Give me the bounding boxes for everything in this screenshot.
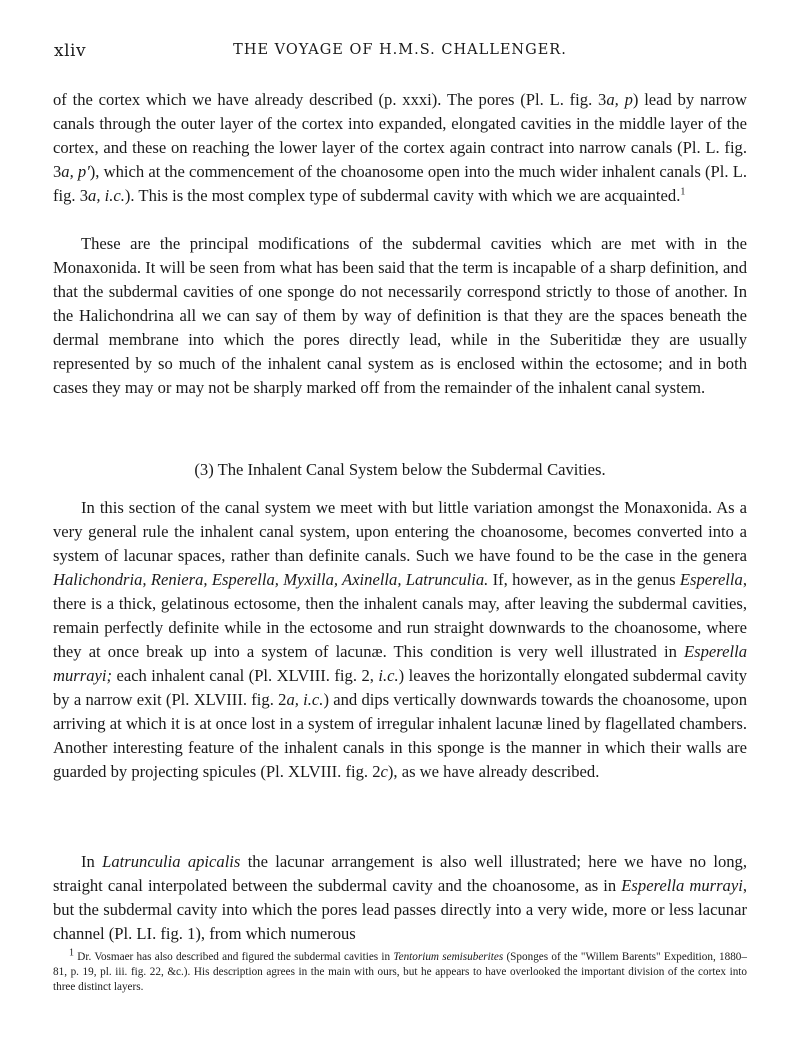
paragraph-text: These are the principal modifications of the subdermal cavities which are met with in the Monaxonida. It will be seen from what has been said that the term is incapable of a sharp definition, and that the subdermal cavities of one sponge do not necessarily correspond strictly to those of another. In the Halichondrina all we can say of them by way of definition is that they are the spaces beneath the dermal membrane into which the pores directly lead, while in the Suberitidæ they are usually represented by so much of the inhalent canal system as is enclosed within the ectosome; and in both cases they may or may not be sharply marked off from the remainder of the inhalent canal system.	[53, 234, 747, 397]
text-run: ) leaves the horizontally elongated subdermal cavity by a narrow exit (Pl. XLVIII. fig. 2	[53, 666, 747, 709]
section-heading: (3) The Inhalent Canal System below the Subdermal Cavities.	[194, 460, 606, 479]
page-number: xliv	[54, 41, 87, 61]
paragraph-subdermal-modifications	[53, 232, 747, 400]
text-run: the lacunar arrangement is also well illustrated; here we have no long, straight canal interpolated between the subdermal cavity and the choanosome, as in	[53, 852, 747, 895]
figure-ref: i.c.	[378, 666, 399, 685]
text-run: In	[81, 852, 103, 871]
footnote	[53, 947, 747, 995]
species-name: Latrunculia apicalis	[102, 852, 241, 871]
text-run: ), as we have already described.	[387, 762, 600, 781]
paragraph-cortex-pores	[53, 88, 747, 208]
text-run: Dr. Vosmaer has also described and figured the subdermal cavities in	[74, 951, 394, 963]
text-run: , there is a thick, gelatinous ectosome, then the inhalent canals may, after leaving the subdermal cavities, remain perfectly definite while in the ectosome and run straight downwards to the choanosome, where they at once break up into a system of lacunæ. This condition is very well illustrated in	[53, 570, 747, 661]
text-run: of the cortex which we have already described (p. xxxi). The pores (Pl. L. fig. 3	[53, 90, 607, 109]
figure-ref: a, i.c.	[286, 690, 324, 709]
footnote-mark: 1	[69, 947, 74, 959]
text-run: In this section of the canal system we meet with but little variation amongst the Monaxonida. As a very general rule the inhalent canal system, upon entering the choanosome, becomes converted into a system of lacunar spaces, rather than definite canals. Such we have found to be the case in the genera	[53, 498, 747, 565]
text-run: , but the subdermal cavity into which the pores lead passes directly into a very wide, more or less lacunar channel (Pl. LI. fig. 1), from which numerous	[53, 876, 747, 943]
paragraph-inhalent-canals	[53, 496, 747, 784]
text-run: ), which at the commencement of the choanosome open into the much wider inhalent canals (Pl. L. fig. 3	[53, 162, 747, 205]
running-title: THE VOYAGE OF H.M.S. CHALLENGER.	[233, 42, 567, 58]
species-name: Esperella murrayi;	[53, 642, 747, 685]
species-name: Esperella murrayi	[621, 876, 743, 895]
text-run: ) lead by narrow canals through the outer layer of the cortex into expanded, elongated cavities in the middle layer of the cortex, and these on reaching the lower layer of the cortex again contract into narrow canals (Pl. L. fig. 3	[53, 90, 748, 181]
text-run: If, however, as in the genus	[488, 570, 680, 589]
figure-ref: a, p	[606, 90, 633, 109]
genus-name: Esperella	[679, 570, 743, 589]
footnote-reference: 1	[680, 186, 686, 198]
genus-names: Halichondria, Reniera, Esperella, Myxilla, Axinella, Latrunculia.	[53, 570, 489, 589]
figure-ref: c	[380, 762, 388, 781]
figure-ref: a, p'	[61, 162, 90, 181]
text-run: ). This is the most complex type of subdermal cavity with which we are acquainted.	[124, 186, 681, 205]
species-name: Tentorium semisuberites	[393, 951, 504, 963]
text-run: (Sponges of the "Willem Barents" Expedition, 1880–81, p. 19, pl. iii. fig. 22, &c.). His description agrees in the main with ours, but he appears to have overlooked the important division of the cortex into three distinct layers.	[53, 951, 747, 993]
figure-ref: a, i.c.	[88, 186, 125, 205]
paragraph-latrunculia	[53, 850, 747, 946]
text-run: ) and dips vertically downwards towards the choanosome, upon arriving at which it is at once lost in a system of irregular inhalent lacunæ lined by flagellated chambers. Another interesting feature of the inhalent canals in this sponge is the manner in which their walls are guarded by projecting spicules (Pl. XLVIII. fig. 2	[53, 690, 747, 781]
text-run: each inhalent canal (Pl. XLVIII. fig. 2,	[112, 666, 379, 685]
